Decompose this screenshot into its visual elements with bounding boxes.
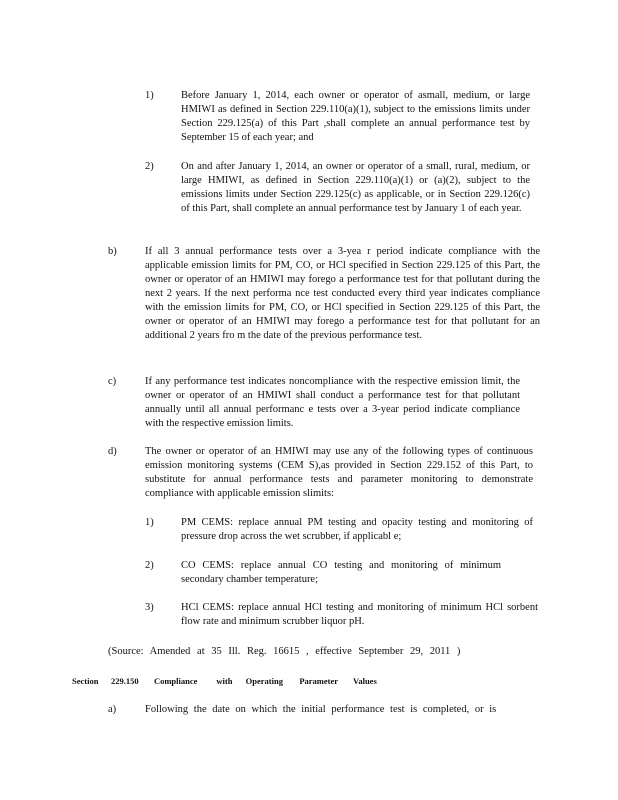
paragraph: On and after January 1, 2014, an owner or operator of a small, rural, medium, or large HMIWI, as defined in Section 229.110(a)(1) or (a)(2), subject to the emissions limits under Section 229.125(c) as applicable, or in Section 229.126(c) of this Part, shall complete an annual performance test by January 1 of each year.: [181, 161, 530, 214]
section-title-word: Values: [352, 676, 377, 686]
section-number: 229.150: [111, 676, 139, 686]
list-marker: c): [108, 376, 117, 387]
paragraph: The owner or operator of an HMIWI may use any of the following types of continuous emission monitoring systems (CEM S),as provided in Section 229.152 of this Part, to substitute for annual performance tests and parameter monitoring to demonstrate compliance with applicable emission slimits:: [145, 446, 533, 499]
section-label: Section: [72, 676, 99, 686]
list-marker: 2): [145, 560, 154, 571]
section-title-word: Parameter: [299, 676, 339, 686]
paragraph: HCl CEMS: replace annual HCl testing and monitoring of minimum HCl sorbent flow rate and minimum scrubber liquor pH.: [181, 602, 538, 627]
list-marker: 3): [145, 602, 154, 613]
paragraph: If all 3 annual performance tests over a 3-yea r period indicate compliance with the applicable emission limits for PM, CO, or HCl specified in Section 229.125 of this Part, the owner or operator of an HMIWI may forego a performance test for that pollutant during the next 2 years. If the next performa nce test conducted every third year indicates compliance with the emission limits for PM, CO, or HCl specified in Section 229.125 of this Part, the owner or operator of an HMIWI may forego a performance test for that pollutant for an additional 2 years fro m the date of the previous performance test.: [145, 246, 540, 341]
list-marker: b): [108, 246, 117, 257]
list-marker: d): [108, 446, 117, 457]
paragraph: Before January 1, 2014, each owner or operator of asmall, medium, or large HMIWI as defined in Section 229.110(a)(1), subject to the emissions limits under Section 229.125(a) of this Part ,shall complete an annual performance test by September 15 of each year; and: [181, 90, 530, 143]
paragraph: PM CEMS: replace annual PM testing and opacity testing and monitoring of pressure drop across the wet scrubber, if applicabl e;: [181, 517, 533, 542]
list-marker: a): [108, 704, 117, 715]
paragraph: Following the date on which the initial performance test is completed, or is: [145, 704, 497, 715]
paragraph: If any performance test indicates noncompliance with the respective emission limit, the owner or operator of an HMIWI shall conduct a performance test for that pollutant annually until all annual performanc e tests over a 3-year period indicate compliance with the respective emission limits.: [145, 376, 520, 429]
list-marker: 1): [145, 90, 154, 101]
paragraph: CO CEMS: replace annual CO testing and monitoring of minimum secondary chamber temperature;: [181, 560, 501, 585]
section-title-word: Compliance: [153, 676, 198, 686]
section-title-word: Operating: [245, 676, 283, 686]
list-marker: 1): [145, 517, 154, 528]
source-note: (Source: Amended at 35 Ill. Reg. 16615 , effective September 29, 2011 ): [108, 646, 461, 657]
section-title-word: with: [216, 676, 233, 686]
section-heading: [72, 676, 392, 686]
list-marker: 2): [145, 161, 154, 172]
